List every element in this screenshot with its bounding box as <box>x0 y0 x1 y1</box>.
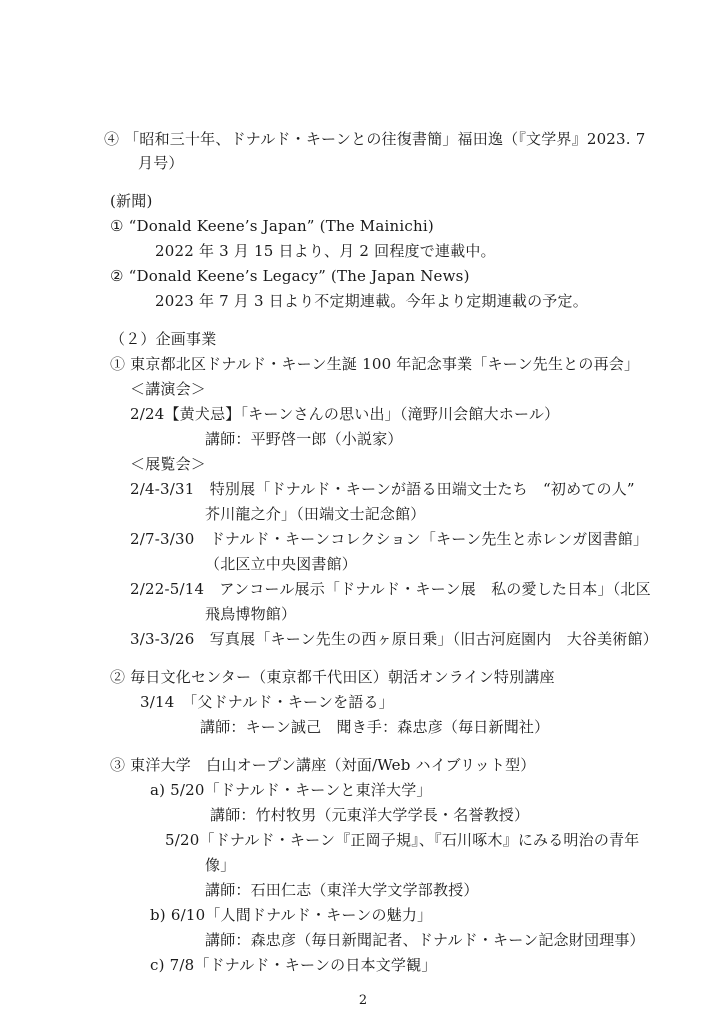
page-number: 2 <box>358 993 368 1008</box>
section-2-header: （２）企画事業 <box>110 330 217 348</box>
newspaper-item-2-title: ② “Donald Keene’s Legacy” (The Japan News) <box>110 267 470 285</box>
project-2-date: 3/14 「父ドナルド・キーンを語る」 <box>140 693 394 711</box>
newspaper-item-2-detail: 2023 年 7 月 3 日より不定期連載。今年より定期連載の予定。 <box>155 292 588 310</box>
project-3-b-speaker: 講師：森忠彦（毎日新聞記者、ドナルド・キーン記念財団理事） <box>205 931 645 949</box>
publication-item-4: ④ 「昭和三十年、ドナルド・キーンとの往復書簡」福田逸（『文学界』2023. 7 <box>104 130 646 148</box>
lecture-1-speaker: 講師：平野啓一郎（小説家） <box>205 430 403 448</box>
exhibit-1: 2/4-3/31 特別展「ドナルド・キーンが語る田端文士たち “初めての人” <box>130 480 635 498</box>
newspaper-item-1-title: ① “Donald Keene’s Japan” (The Mainichi) <box>110 217 434 235</box>
project-3-a: a) 5/20「ドナルド・キーンと東洋大学」 <box>150 781 432 799</box>
project-3-a2-speaker: 講師：石田仁志（東洋大学文学部教授） <box>205 881 479 899</box>
lecture-header: ＜講演会＞ <box>130 380 207 398</box>
exhibit-header: ＜展覧会＞ <box>130 455 207 473</box>
exhibit-2: 2/7-3/30 ドナルド・キーンコレクション「キーン先生と赤レンガ図書館」 <box>130 530 649 548</box>
project-3-c: c) 7/8「ドナルド・キーンの日本文学観」 <box>150 956 437 974</box>
project-3-title: ③ 東洋大学 白山オープン講座（対面/Web ハイブリット型） <box>110 756 536 774</box>
project-3-b: b) 6/10「人間ドナルド・キーンの魅力」 <box>150 906 433 924</box>
exhibit-3-continued: 飛鳥博物館） <box>205 605 297 623</box>
project-2-title: ② 毎日文化センター（東京都千代田区）朝活オンライン特別講座 <box>110 668 555 686</box>
exhibit-4: 3/3-3/26 写真展「キーン先生の西ヶ原日乗」（旧古河庭園内 大谷美術館） <box>130 630 658 648</box>
exhibit-3: 2/22-5/14 アンコール展示「ドナルド・キーン展 私の愛した日本」（北区 <box>130 580 651 598</box>
publication-item-4-continued: 月号） <box>138 154 184 172</box>
project-3-a2: 5/20「ドナルド・キーン『正岡子規』、『石川啄木』にみる明治の青年 <box>165 831 640 849</box>
lecture-1: 2/24【黄犬忌】「キーンさんの思い出」（滝野川会館大ホール） <box>130 405 560 423</box>
newspaper-header: (新聞) <box>110 192 153 210</box>
exhibit-2-continued: （北区立中央図書館） <box>205 555 358 573</box>
project-2-speaker: 講師：キーン誠己 聞き手：森忠彦（毎日新聞社） <box>200 718 550 736</box>
project-1-title: ① 東京都北区ドナルド・キーン生誕 100 年記念事業「キーン先生との再会」 <box>110 355 640 373</box>
project-3-a2-continued: 像」 <box>205 856 236 874</box>
newspaper-item-1-detail: 2022 年 3 月 15 日より、月 2 回程度で連載中。 <box>155 242 496 260</box>
project-3-a-speaker: 講師：竹村牧男（元東洋大学学長・名誉教授） <box>210 806 530 824</box>
exhibit-1-continued: 芥川龍之介」（田端文士記念館） <box>205 505 426 523</box>
